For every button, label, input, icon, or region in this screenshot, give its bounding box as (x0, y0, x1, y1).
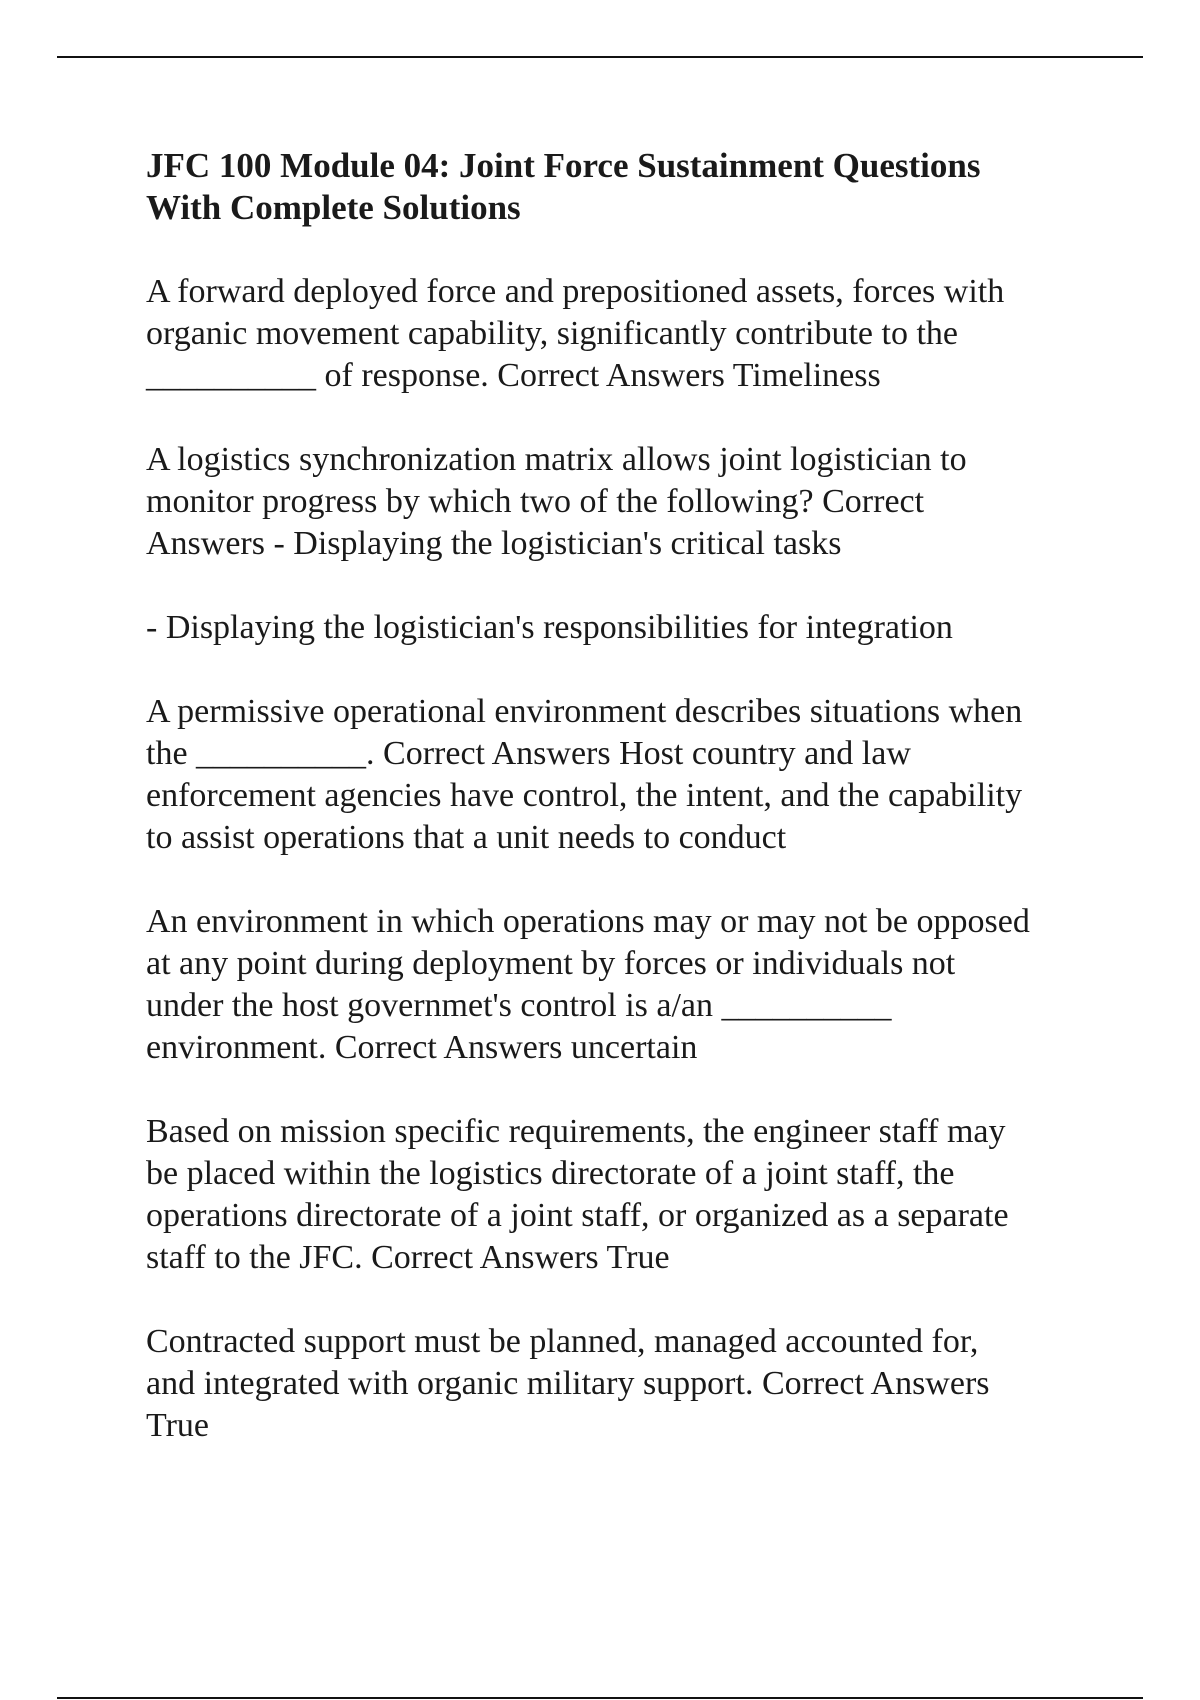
footer-rule (57, 1697, 1143, 1699)
text-line: staff to the JFC. Correct Answers True (146, 1239, 670, 1276)
text-line: operations directorate of a joint staff, or organized as a separate (146, 1197, 1009, 1234)
question-answer-block (146, 1321, 1106, 1447)
question-answer-block (146, 271, 1106, 397)
answer-continuation-block (146, 607, 1106, 649)
question-answer-block (146, 439, 1106, 565)
question-answer-block (146, 691, 1106, 859)
text-line: - Displaying the logistician's responsibilities for integration (146, 609, 953, 646)
text-line: An environment in which operations may or may not be opposed (146, 903, 1030, 940)
text-line: Answers - Displaying the logistician's critical tasks (146, 525, 842, 562)
text-line: __________ of response. Correct Answers Timeliness (146, 357, 881, 394)
text-line: Contracted support must be planned, managed accounted for, (146, 1323, 979, 1360)
document-title (146, 145, 1106, 229)
text-line: be placed within the logistics directorate of a joint staff, the (146, 1155, 955, 1192)
text-line: A forward deployed force and prepositioned assets, forces with (146, 273, 1005, 310)
text-line: organic movement capability, significantly contribute to the (146, 315, 958, 352)
text-line: True (146, 1407, 209, 1444)
text-line: to assist operations that a unit needs to conduct (146, 819, 787, 856)
text-line: enforcement agencies have control, the intent, and the capability (146, 777, 1023, 814)
question-answer-block (146, 901, 1106, 1069)
text-line: the __________. Correct Answers Host country and law (146, 735, 911, 772)
text-line: and integrated with organic military support. Correct Answers (146, 1365, 990, 1402)
question-answer-block (146, 1111, 1106, 1279)
text-line: A permissive operational environment describes situations when (146, 693, 1023, 730)
text-line: under the host governmet's control is a/an __________ (146, 987, 892, 1024)
header-rule (57, 56, 1143, 58)
document-body (146, 145, 1106, 1489)
title-line: JFC 100 Module 04: Joint Force Sustainment Questions (146, 146, 981, 185)
text-line: monitor progress by which two of the following? Correct (146, 483, 925, 520)
text-line: environment. Correct Answers uncertain (146, 1029, 698, 1066)
title-line: With Complete Solutions (146, 188, 521, 227)
text-line: Based on mission specific requirements, the engineer staff may (146, 1113, 1006, 1150)
text-line: at any point during deployment by forces or individuals not (146, 945, 956, 982)
text-line: A logistics synchronization matrix allows joint logistician to (146, 441, 967, 478)
